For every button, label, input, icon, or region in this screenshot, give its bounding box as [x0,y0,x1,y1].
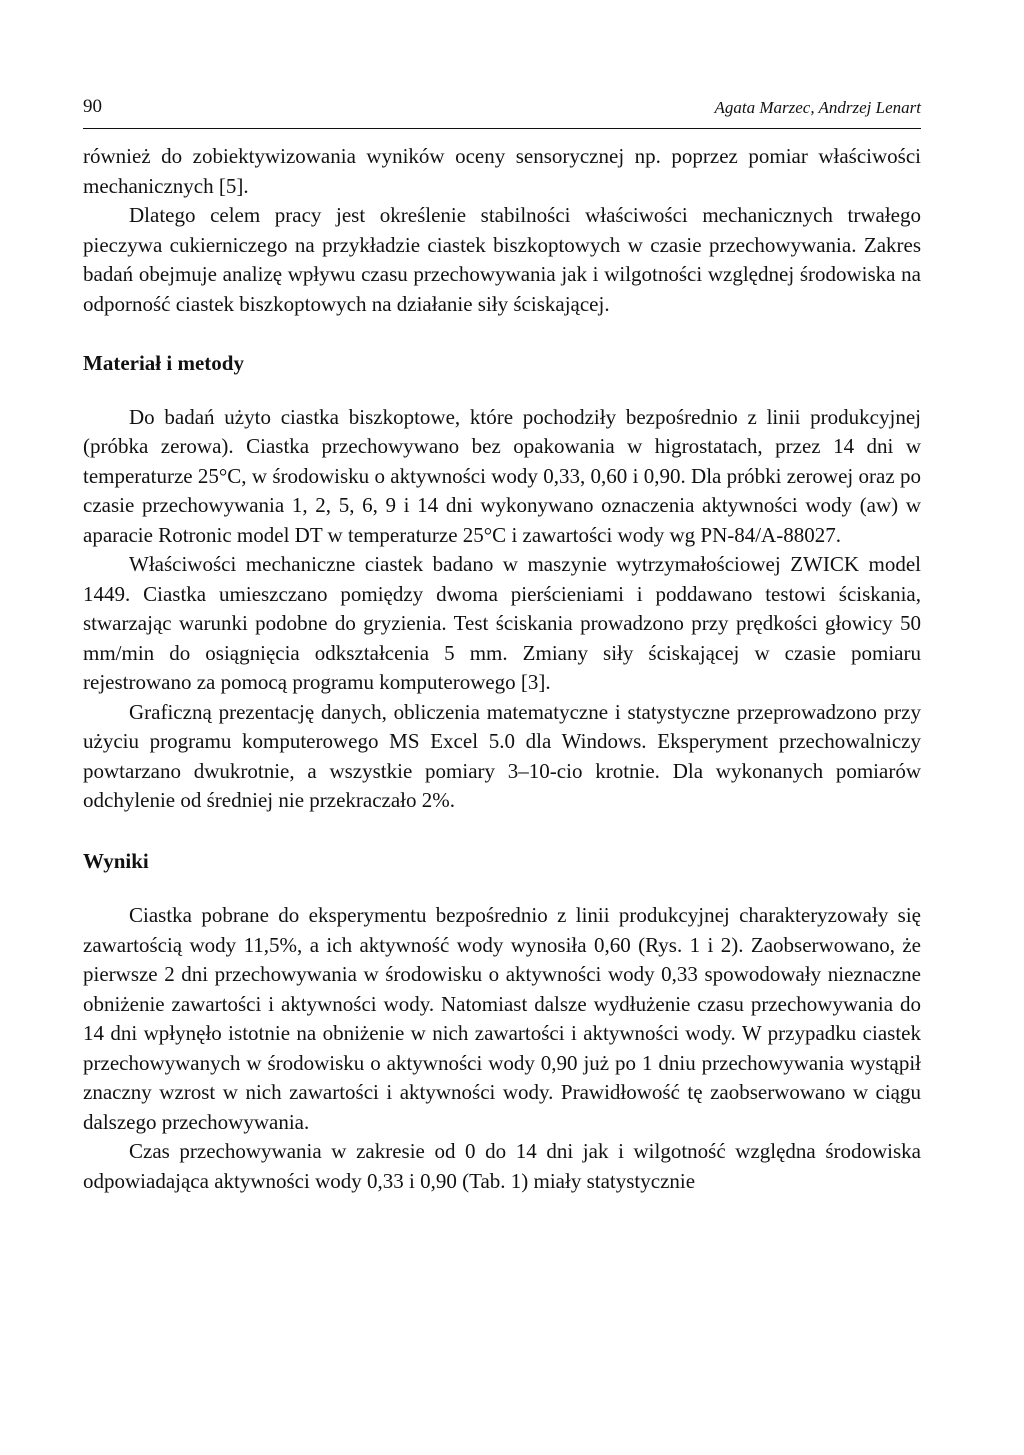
paragraph: również do zobiektywizowania wyników oceny sensorycznej np. poprzez pomiar właściwości mechanicznych [5]. [83,144,921,198]
section-heading-materials: Materiał i metody [83,351,244,375]
paragraph: Do badań użyto ciastka biszkoptowe, które pochodziły bezpośrednio z linii produkcyjnej (próbka zerowa). Ciastka przechowywano bez opakowania w higrostatach, przez 14 dni w temperaturze 25°C, w środowisku o aktywności wody 0,33, 0,60 i 0,90. Dla próbki zerowej oraz po czasie przechowywania 1, 2, 5, 6, 9 i 14 dni wykonywano oznaczenia aktywności wody (aw) w aparacie Rotronic model DT w temperaturze 25°C i zawartości wody wg PN-84/A-88027. [83,404,921,547]
paragraph: Graficzną prezentację danych, obliczenia matematyczne i statystyczne przeprowadzono przy użyciu programu komputerowego MS Excel 5.0 dla Windows. Eksperyment przechowalniczy powtarzano dwukrotnie, a wszystkie pomiary 3–10-cio krotnie. Dla wykonanych pomiarów odchylenie od średniej nie przekraczało 2%. [83,699,921,812]
section-heading-results: Wyniki [83,848,149,873]
page-header [83,96,921,129]
paragraph: Właściwości mechaniczne ciastek badano w maszynie wytrzymałościowej ZWICK model 1449. Ciastka umieszczano pomiędzy dwoma pierścieniami i poddawano testowi ściskania, stwarzając warunki podobne do gryzienia. Test ściskania prowadzono przy prędkości głowicy 50 mm/min do osiągnięcia odkształcenia 5 mm. Zmiany siły ściskającej w czasie pomiaru rejestrowano za pomocą programu komputerowego [3]. [83,552,921,694]
paragraph: Ciastka pobrane do eksperymentu bezpośrednio z linii produkcyjnej charakteryzowały się zawartością wody 11,5%, a ich aktywność wody wynosiła 0,60 (Rys. 1 i 2). Zaobserwowano, że pierwsze 2 dni przechowywania w środowisku o aktywności wody 0,33 spowodowały nieznaczne obniżenie zawartości i aktywności wody. Natomiast dalsze wydłużenie czasu przechowywania do 14 dni wpłynęło istotnie na obniżenie w nich zawartości i aktywności wody. W przypadku ciastek przechowywanych w środowisku o aktywności wody 0,90 już po 1 dniu przechowywania wystąpił znaczny wzrost w nich zawartości i aktywności wody. Prawidłowość tę zaobserwowano w ciągu dalszego przechowywania. [83,903,921,1134]
page-number: 90 [83,96,102,117]
article-body [83,142,921,1196]
paragraph: Czas przechowywania w zakresie od 0 do 14 dni jak i wilgotność względna środowiska odpowiadająca aktywności wody 0,33 i 0,90 (Tab. 1) miały statystycznie [83,1139,921,1193]
running-head-authors: Agata Marzec, Andrzej Lenart [714,98,921,117]
paragraph: Dlatego celem pracy jest określenie stabilności właściwości mechanicznych trwałego pieczywa cukierniczego na przykładzie ciastek biszkoptowych w czasie przechowywania. Zakres badań obejmuje analizę wpływu czasu przechowywania jak i wilgotności względnej środowiska na odporność ciastek biszkoptowych na działanie siły ściskającej. [83,203,921,316]
